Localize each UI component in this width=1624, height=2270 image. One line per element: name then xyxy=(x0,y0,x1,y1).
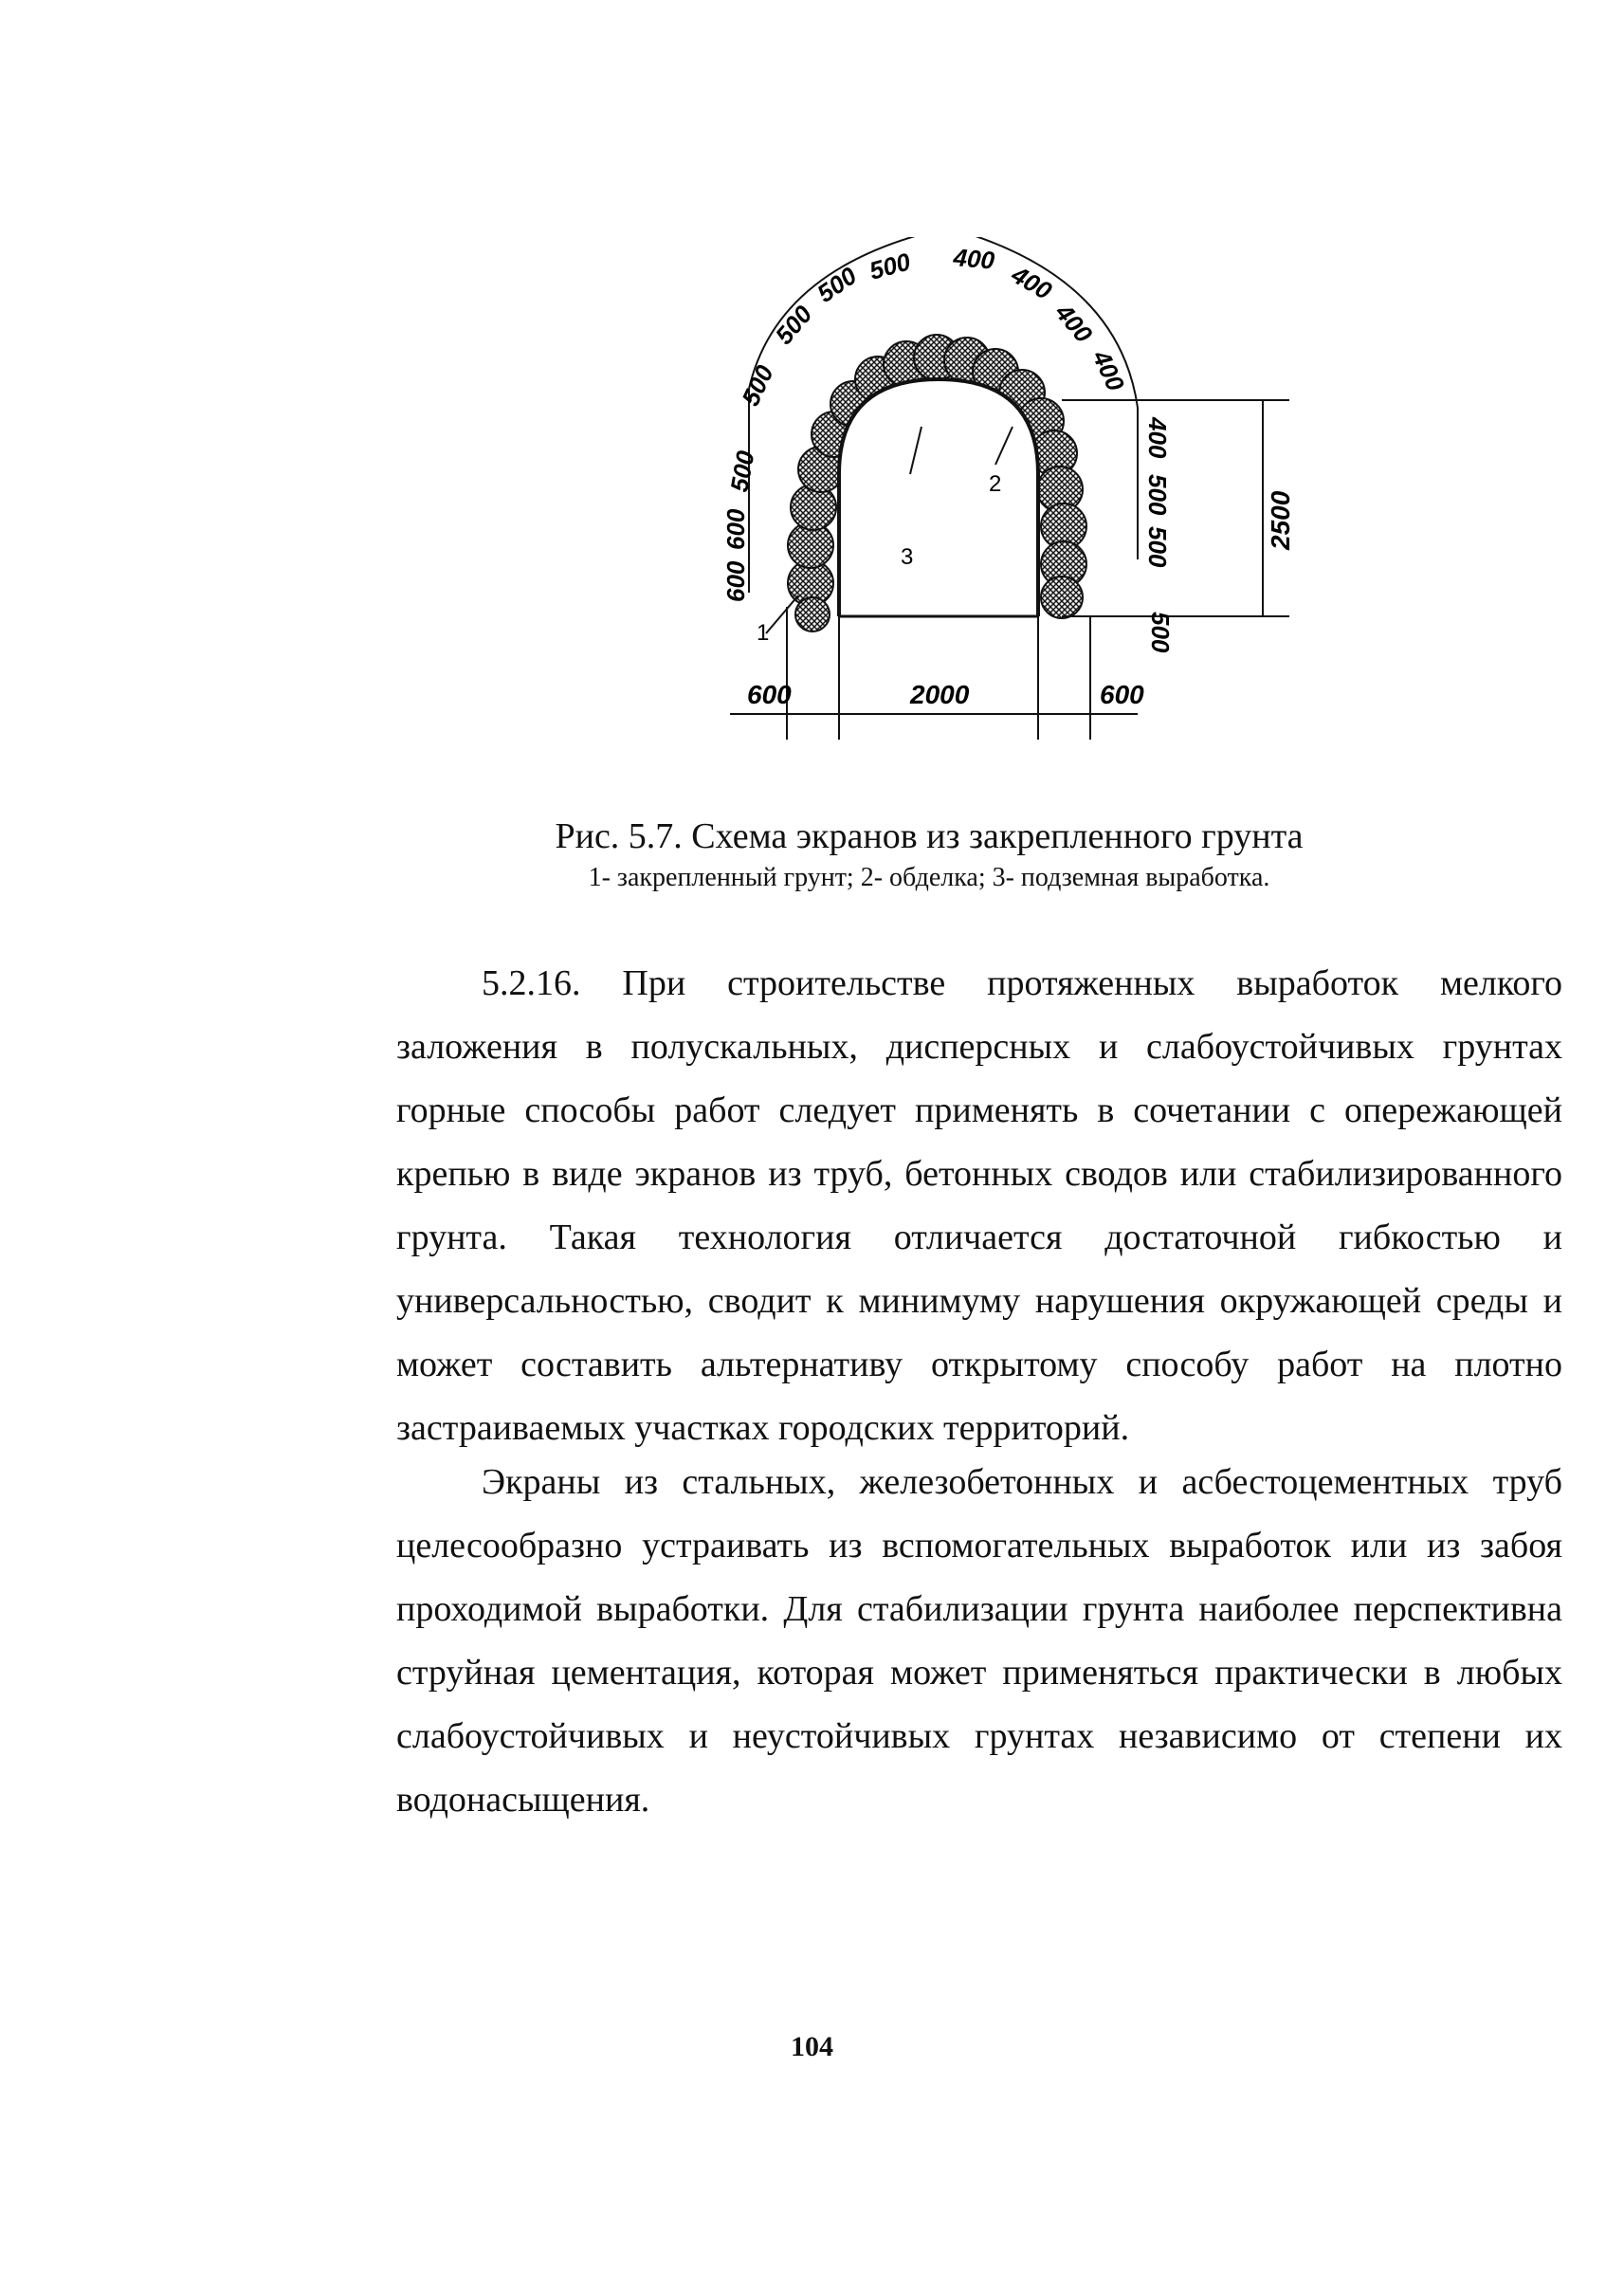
figure-caption-legend: 1- закрепленный грунт; 2- обделка; 3- подземная выработка. xyxy=(588,863,1270,892)
dim-right-arc-b: 400 xyxy=(1049,298,1099,349)
dim-bottom-left: 600 xyxy=(747,680,792,709)
figure-caption-title: Рис. 5.7. Схема экранов из закрепленного грунта xyxy=(555,816,1304,856)
page-number: 104 xyxy=(791,2031,833,2062)
label-lining: 2 xyxy=(989,471,1002,497)
dim-right-arc-a: 400 xyxy=(1007,260,1057,305)
dim-right-arc-c: 400 xyxy=(1086,345,1131,395)
dim-right-arc-d: 400 xyxy=(1143,417,1172,459)
tunnel-screen-diagram xyxy=(721,237,1308,768)
paragraph-text: Экраны из стальных, железобетонных и асбестоцементных труб целесообразно устраивать из вспомогательных выработок или из забоя проходимой выработки. Для стабилизации грунта наиболее перспективна струйная цементация, которая может применяться практически в любых слабоустойчивых и неустойчивых грунтах независимо от степени их водонасыщения. xyxy=(396,1462,1562,1820)
dim-right-bottom: 500 xyxy=(1146,612,1175,653)
dim-bottom-right: 600 xyxy=(1100,680,1144,709)
dim-left-lower-a: 600 xyxy=(721,560,750,602)
paragraph-5-2-16 xyxy=(396,952,1562,1460)
label-excavation: 3 xyxy=(901,544,914,570)
dim-left-arc-b: 500 xyxy=(736,360,779,411)
dim-height-right: 2500 xyxy=(1266,490,1295,550)
dim-left-lower-b: 600 xyxy=(721,508,750,550)
dim-left-arc-a: 500 xyxy=(724,449,760,495)
dim-right-lower-a: 500 xyxy=(1143,474,1172,516)
dim-right-lower-b: 500 xyxy=(1143,526,1172,568)
dim-top-a: 500 xyxy=(866,247,914,285)
dim-left-arc-d: 500 xyxy=(812,261,862,308)
lining xyxy=(839,379,1038,616)
dim-top-b: 400 xyxy=(952,243,996,275)
dim-bottom-center: 2000 xyxy=(910,680,970,709)
paragraph-text: 5.2.16. При строительстве протяженных выработок мелкого заложения в полускальных, дисперсных и слабоустойчивых грунтах горные способы работ следует применять в сочетании с опережающей крепью в виде экранов из труб, бетонных сводов или стабилизированного грунта. Такая технология отличается достаточной гибкостью и универсальностью, сводит к минимуму нарушения окружающей среды и может составить альтернативу открытому способу работ на плотно застраиваемых участках городских территорий. xyxy=(396,963,1562,1448)
label-fixed-soil: 1 xyxy=(757,620,770,646)
paragraph-screens xyxy=(396,1451,1562,1832)
dim-left-arc-c: 500 xyxy=(769,300,818,350)
